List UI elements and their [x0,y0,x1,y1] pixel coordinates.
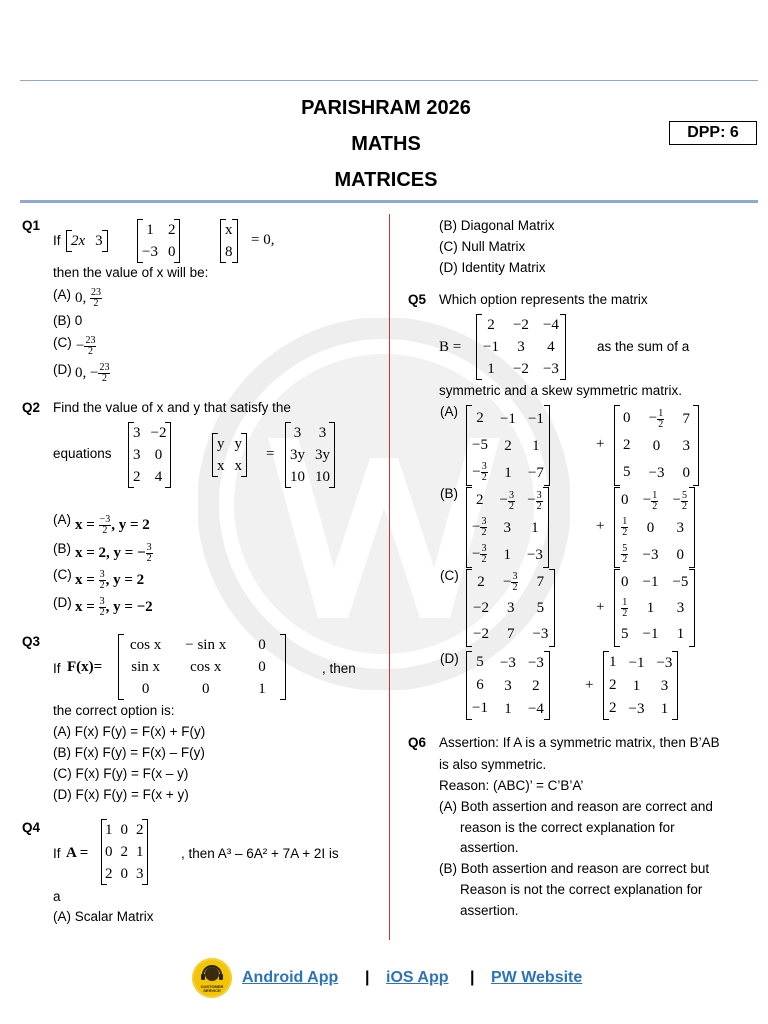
q1-option-c-label: (C) [53,335,72,350]
q5-b-label: B = [439,339,462,355]
q5-d-skew-cell: 1 [632,677,641,694]
q1-square-matrix [137,219,180,263]
q6-option-a-3: assertion. [460,840,519,855]
q3-option-c: (C) F(x) F(y) = F(x – y) [53,766,189,781]
q5-option-b-plus: + [596,518,605,534]
q5-option-b-label: (B) [440,486,458,501]
q5-d-sym-cell: 6 [476,677,484,693]
q2-option-c-label: (C) [53,567,72,582]
q5-b-cell: −2 [512,317,529,333]
q4-cell: 2 [105,866,113,882]
q3-matrix [118,634,286,700]
q5-option-c-plus: + [596,599,605,615]
q2-m2-cell: x [217,458,225,474]
q3-cell: cos x [190,659,222,675]
q5-option-b-sym: 2 − $\frac{3}{2}$ − $\frac{3}{2}$ − $\frac{3}{2}$ 3 1 − $\frac{3}{2}$ 1 −3 [466,487,549,568]
q1-option-c: − $\frac{23}{2}$ [76,335,96,357]
q4-option-b: (B) Diagonal Matrix [439,218,555,233]
q5-d-sym-cell: 5 [476,654,484,670]
q5-d-skew-cell: 1 [660,700,669,717]
chapter-title: MATRICES [334,169,438,191]
q3-cell: 0 [141,681,150,697]
q1-option-a: 0, $\frac{23}{2}$ [75,287,101,309]
q5-b-cell: 3 [517,339,525,355]
q5-option-a-sym: 2 −1 −1 −5 2 1 − $\frac{3}{2}$ 1 −7 [466,405,550,486]
footer-separator: | [470,969,475,986]
q1-col-cell: x [225,222,233,238]
q4-cell: 1 [136,844,144,860]
q5-b-cell: 2 [487,317,495,333]
q1-option-a-label: (A) [53,287,71,302]
q3-cell: 0 [201,681,210,697]
q2-matrix-2 [212,433,247,477]
q2-m3-cell: 3y [290,447,305,463]
q1-equals-zero: = 0, [251,232,275,248]
q3-cell: 0 [258,659,266,675]
q3-number: Q3 [22,634,41,649]
q5-d-sym-cell: −3 [499,654,516,671]
q2-m1-cell: 0 [154,447,163,463]
q2-m1-cell: 4 [154,469,163,485]
q3-then: , then [322,661,356,676]
subject-title: MATHS [351,133,421,155]
q4-then: , then A³ – 6A² + 7A + 2I is [181,846,339,861]
q2-option-b-label: (B) [53,541,71,556]
q5-b-cell: 1 [487,361,495,377]
q2-m1-cell: 3 [133,425,141,441]
q4-cell: 0 [105,844,113,860]
q5-option-a-label: (A) [440,404,458,419]
q5-d-sym-cell: 1 [504,700,512,717]
header-bottom-rule [20,200,758,203]
q1-option-d: 0, − $\frac{23}{2}$ [75,362,110,384]
q4-cell: 0 [120,822,128,838]
q4-cell: 0 [120,866,128,882]
q2-option-a: x = $\frac{-3}{2}$ , y = 2 [75,514,150,536]
q1-cell: −3 [142,244,158,260]
q6-reason: Reason: (ABC)’ = C’B’A’ [439,778,584,793]
q5-d-skew-cell: −3 [628,700,645,717]
q5-number: Q5 [408,292,427,307]
q3-fx: F(x)= [67,659,103,675]
column-divider [389,214,390,940]
q4-cell: 2 [120,844,128,860]
q5-option-a-plus: + [596,436,605,452]
q3-option-d: (D) F(x) F(y) = F(x + y) [53,787,189,802]
q1-column-matrix [220,219,238,263]
q5-d-skew-cell: 1 [609,654,617,670]
q3-cell: cos x [130,637,162,653]
q4-matrix [101,819,148,885]
q1-cell: 1 [146,222,154,238]
q6-assertion: Assertion: If A is a symmetric matrix, then B’AB [439,735,720,750]
q5-d-skew-cell: 2 [609,700,617,716]
q5-d-sym-cell: 2 [532,677,540,694]
q5-b-cell: −2 [512,361,529,377]
q4-cell: 3 [136,866,144,882]
q1-cell: 2 [167,222,176,238]
q2-matrix-3 [285,422,335,488]
q2-m3-cell: 10 [290,469,305,485]
android-app-link[interactable]: Android App [242,969,339,986]
q1-option-b: (B) 0 [53,313,83,328]
q4-number: Q4 [22,820,41,835]
pw-website-link[interactable]: PW Website [491,969,583,986]
q2-option-d: x = $\frac{3}{2}$ , y = −2 [75,596,153,618]
q2-m2-cell: x [234,458,242,474]
q5-option-d-plus: + [585,677,594,693]
footer-separator: | [365,969,370,986]
q5-matrix-b [476,314,566,380]
q6-option-a: (A) Both assertion and reason are correct and [439,799,713,814]
q6-option-b-3: assertion. [460,903,519,918]
q3-option-b: (B) F(x) F(y) = F(x) – F(y) [53,745,205,760]
customer-service-label: CUSTOMER SERVICE [200,984,224,993]
q4-if: If [53,846,61,861]
q2-m3-cell: 3y [315,447,330,463]
q5-d-sym-cell: −1 [472,700,488,716]
q5-stem-2: symmetric and a skew symmetric matrix. [439,383,683,398]
q5-option-c-sym: 2 − $\frac{3}{2}$ 7 −2 3 5 −2 7 −3 [466,569,555,647]
q3-cell: 0 [258,637,266,653]
q4-a: a [53,889,61,904]
q5-b-cell: 4 [547,339,555,355]
q2-equals: = [266,446,275,462]
q4-cell: 1 [105,822,113,838]
q1-option-d-label: (D) [53,362,72,377]
q5-option-d-label: (D) [440,651,459,666]
q5-stem: Which option represents the matrix [439,292,648,307]
q5-option-c-skew: 0 −1 −5 $\frac{1}{2}$ 1 3 5 −1 1 [614,569,695,647]
q1-if: If [53,233,61,248]
q5-b-cell: −3 [542,361,559,377]
q4-a-label: A = [66,845,89,861]
q1-cell: 0 [167,244,176,260]
q6-option-b: (B) Both assertion and reason are correct but [439,861,710,876]
q5-d-skew-cell: −3 [656,654,673,671]
q2-option-b: x = 2, y = − $\frac{3}{2}$ [75,542,152,564]
q4-option-c: (C) Null Matrix [439,239,526,254]
q5-option-c-label: (C) [440,568,459,583]
q5-option-b-skew: 0 − $\frac{1}{2}$ − $\frac{5}{2}$ $\frac{1}{2}$ 0 3 $\frac{5}{2}$ −3 0 [614,487,695,568]
q6-option-b-2: Reason is not the correct explanation for [460,882,703,897]
q4-option-d: (D) Identity Matrix [439,260,546,275]
q2-stem: Find the value of x and y that satisfy the [53,400,291,415]
q5-d-skew-cell: 2 [609,677,617,693]
q5-d-sym-cell: 3 [504,677,512,694]
q3-stem: the correct option is: [53,703,175,718]
q4-cell: 2 [136,822,144,838]
customer-service-icon [192,958,232,998]
q2-option-c: x = $\frac{3}{2}$ , y = 2 [75,569,145,591]
q3-cell: − sin x [185,637,227,653]
q5-d-skew-cell: 3 [660,677,669,694]
q5-b-cell: −1 [483,339,499,355]
q3-cell: 1 [258,681,266,697]
q1-row-cell: 2x [71,233,86,249]
q2-equations-label: equations [53,446,112,461]
q3-option-a: (A) F(x) F(y) = F(x) + F(y) [53,724,206,739]
q5-option-a-skew: 0 − $\frac{1}{2}$ 7 2 0 3 5 −3 0 [614,405,699,486]
q3-if: If [53,661,61,676]
q6-number: Q6 [408,735,427,750]
q2-m1-cell: −2 [150,425,167,441]
q1-number: Q1 [22,218,41,233]
q1-row-cell: 3 [95,233,103,249]
q2-m1-cell: 3 [133,447,141,463]
q2-m2-cell: y [234,436,242,452]
q1-row-matrix [66,230,108,252]
q5-d-skew-cell: −1 [628,654,645,671]
q5-b-cell: −4 [542,317,559,333]
dpp-badge: DPP: 6 [669,121,757,145]
q2-m3-cell: 3 [318,425,327,441]
q2-m3-cell: 10 [315,469,330,485]
q5-d-sym-cell: −3 [527,654,544,671]
q2-m3-cell: 3 [293,425,302,441]
q2-matrix-1 [128,422,171,488]
q1-stem: then the value of x will be: [53,265,209,280]
q2-option-a-label: (A) [53,512,71,527]
top-rule [20,80,758,81]
q2-option-d-label: (D) [53,595,72,610]
q4-option-a: (A) Scalar Matrix [53,909,154,924]
q2-m1-cell: 2 [133,469,141,485]
q6-assertion-2: is also symmetric. [439,757,547,772]
q1-col-cell: 8 [225,244,233,260]
q5-d-sym-cell: −4 [527,700,544,717]
q2-m2-cell: y [217,436,225,452]
q3-cell: sin x [131,659,160,675]
q5-option-d-skew [603,651,678,720]
q5-sum-text: as the sum of a [597,339,690,354]
ios-app-link[interactable]: iOS App [386,969,449,986]
q2-number: Q2 [22,400,41,415]
q6-option-a-2: reason is the correct explanation for [460,820,675,835]
q5-option-d-sym [466,651,550,720]
page-title: PARISHRAM 2026 [301,97,471,119]
